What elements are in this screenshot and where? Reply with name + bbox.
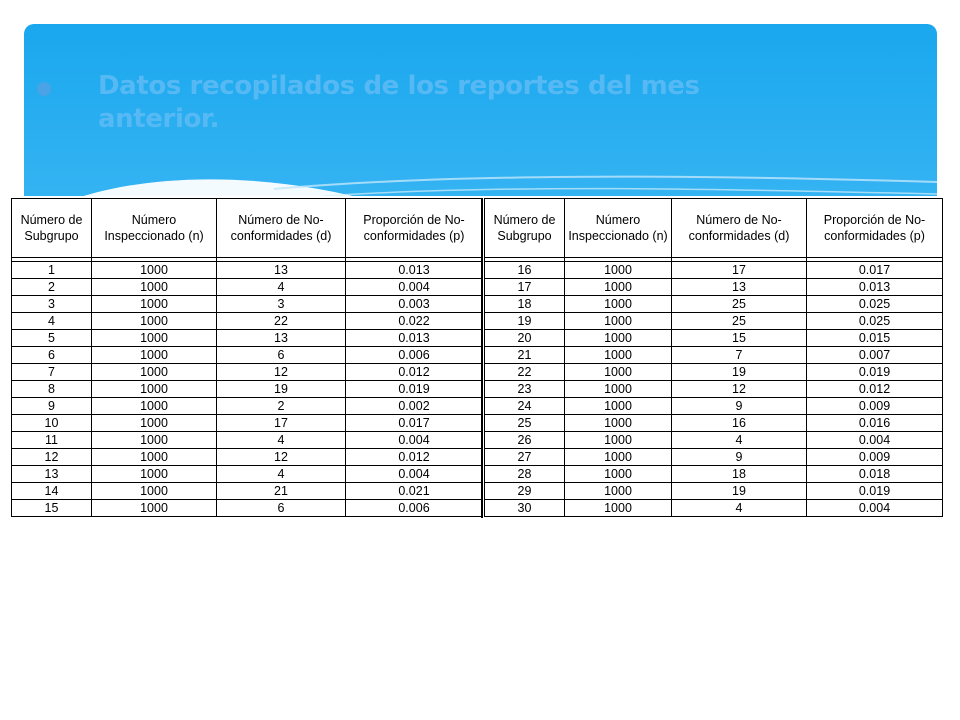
cell-no-conformidades: 19: [672, 364, 807, 381]
cell-subgrupo: 14: [12, 483, 92, 500]
cell-no-conformidades: 4: [217, 279, 346, 296]
cell-subgrupo: 23: [485, 381, 565, 398]
cell-inspeccionado: 1000: [92, 415, 217, 432]
cell-proporcion: 0.021: [346, 483, 483, 500]
cell-subgrupo: 9: [12, 398, 92, 415]
cell-no-conformidades: 17: [217, 415, 346, 432]
header-proporcion: Proporción de No-conformidades (p): [346, 199, 483, 258]
cell-no-conformidades: 6: [217, 347, 346, 364]
cell-proporcion: 0.012: [807, 381, 943, 398]
cell-proporcion: 0.018: [807, 466, 943, 483]
table-row: [12, 330, 483, 347]
cell-subgrupo: 5: [12, 330, 92, 347]
cell-proporcion: 0.006: [346, 347, 483, 364]
table-row: [485, 279, 943, 296]
cell-proporcion: 0.019: [807, 483, 943, 500]
cell-proporcion: 0.004: [346, 279, 483, 296]
cell-inspeccionado: 1000: [565, 330, 672, 347]
table-row: [485, 262, 943, 279]
cell-no-conformidades: 9: [672, 449, 807, 466]
cell-no-conformidades: 17: [672, 262, 807, 279]
cell-no-conformidades: 13: [217, 330, 346, 347]
table-row: [12, 279, 483, 296]
table-row: [485, 466, 943, 483]
cell-subgrupo: 16: [485, 262, 565, 279]
cell-proporcion: 0.017: [346, 415, 483, 432]
table-row: [12, 415, 483, 432]
cell-subgrupo: 24: [485, 398, 565, 415]
cell-no-conformidades: 12: [217, 364, 346, 381]
cell-subgrupo: 7: [12, 364, 92, 381]
table-row: [485, 347, 943, 364]
cell-inspeccionado: 1000: [92, 381, 217, 398]
table-row: [12, 381, 483, 398]
header-subgrupo: Número de Subgrupo: [12, 199, 92, 258]
cell-subgrupo: 6: [12, 347, 92, 364]
cell-inspeccionado: 1000: [565, 449, 672, 466]
cell-no-conformidades: 7: [672, 347, 807, 364]
cell-proporcion: 0.013: [807, 279, 943, 296]
cell-subgrupo: 1: [12, 262, 92, 279]
cell-no-conformidades: 18: [672, 466, 807, 483]
cell-subgrupo: 26: [485, 432, 565, 449]
cell-no-conformidades: 21: [217, 483, 346, 500]
cell-proporcion: 0.025: [807, 296, 943, 313]
cell-subgrupo: 27: [485, 449, 565, 466]
cell-inspeccionado: 1000: [92, 279, 217, 296]
cell-inspeccionado: 1000: [92, 296, 217, 313]
cell-no-conformidades: 4: [217, 466, 346, 483]
cell-subgrupo: 20: [485, 330, 565, 347]
cell-inspeccionado: 1000: [92, 262, 217, 279]
cell-subgrupo: 13: [12, 466, 92, 483]
table-row: [12, 500, 483, 517]
cell-inspeccionado: 1000: [565, 500, 672, 517]
cell-subgrupo: 2: [12, 279, 92, 296]
table-row: [485, 296, 943, 313]
cell-proporcion: 0.004: [807, 432, 943, 449]
cell-proporcion: 0.019: [807, 364, 943, 381]
table-row: [12, 466, 483, 483]
cell-no-conformidades: 9: [672, 398, 807, 415]
cell-subgrupo: 15: [12, 500, 92, 517]
cell-inspeccionado: 1000: [565, 415, 672, 432]
table-row: [12, 262, 483, 279]
cell-proporcion: 0.013: [346, 262, 483, 279]
header-proporcion: Proporción de No-conformidades (p): [807, 199, 943, 258]
table-row: [12, 432, 483, 449]
cell-no-conformidades: 15: [672, 330, 807, 347]
cell-proporcion: 0.004: [346, 466, 483, 483]
table-row: [12, 347, 483, 364]
header-no-conformidades: Número de No-conformidades (d): [672, 199, 807, 258]
table-row: [12, 449, 483, 466]
cell-no-conformidades: 19: [672, 483, 807, 500]
table-row: [485, 364, 943, 381]
cell-no-conformidades: 16: [672, 415, 807, 432]
cell-subgrupo: 22: [485, 364, 565, 381]
table-row: [485, 432, 943, 449]
cell-proporcion: 0.004: [346, 432, 483, 449]
cell-subgrupo: 28: [485, 466, 565, 483]
cell-inspeccionado: 1000: [92, 466, 217, 483]
cell-proporcion: 0.006: [346, 500, 483, 517]
cell-inspeccionado: 1000: [92, 432, 217, 449]
cell-inspeccionado: 1000: [92, 313, 217, 330]
table-row: [12, 483, 483, 500]
cell-proporcion: 0.009: [807, 398, 943, 415]
cell-inspeccionado: 1000: [92, 330, 217, 347]
cell-proporcion: 0.007: [807, 347, 943, 364]
cell-no-conformidades: 4: [217, 432, 346, 449]
cell-inspeccionado: 1000: [92, 483, 217, 500]
cell-no-conformidades: 22: [217, 313, 346, 330]
cell-subgrupo: 10: [12, 415, 92, 432]
table-row: [12, 364, 483, 381]
cell-inspeccionado: 1000: [92, 500, 217, 517]
cell-no-conformidades: 25: [672, 313, 807, 330]
cell-inspeccionado: 1000: [565, 313, 672, 330]
cell-subgrupo: 17: [485, 279, 565, 296]
cell-proporcion: 0.004: [807, 500, 943, 517]
cell-no-conformidades: 4: [672, 500, 807, 517]
cell-inspeccionado: 1000: [565, 483, 672, 500]
table-row: [485, 381, 943, 398]
cell-no-conformidades: 2: [217, 398, 346, 415]
cell-inspeccionado: 1000: [565, 347, 672, 364]
cell-inspeccionado: 1000: [92, 398, 217, 415]
cell-inspeccionado: 1000: [92, 449, 217, 466]
table-body-right: [485, 258, 943, 517]
cell-subgrupo: 19: [485, 313, 565, 330]
table-row: [485, 330, 943, 347]
cell-inspeccionado: 1000: [565, 279, 672, 296]
cell-proporcion: 0.012: [346, 364, 483, 381]
table-row: [485, 449, 943, 466]
cell-inspeccionado: 1000: [565, 466, 672, 483]
table-body-left: [12, 258, 483, 517]
cell-proporcion: 0.017: [807, 262, 943, 279]
cell-proporcion: 0.022: [346, 313, 483, 330]
cell-no-conformidades: 12: [217, 449, 346, 466]
data-table-left: [11, 198, 483, 517]
cell-no-conformidades: 4: [672, 432, 807, 449]
cell-proporcion: 0.016: [807, 415, 943, 432]
cell-proporcion: 0.002: [346, 398, 483, 415]
cell-proporcion: 0.012: [346, 449, 483, 466]
cell-proporcion: 0.019: [346, 381, 483, 398]
cell-proporcion: 0.003: [346, 296, 483, 313]
table-row: [485, 313, 943, 330]
table-row: [12, 398, 483, 415]
cell-subgrupo: 4: [12, 313, 92, 330]
cell-proporcion: 0.015: [807, 330, 943, 347]
table-row: [12, 313, 483, 330]
cell-inspeccionado: 1000: [565, 262, 672, 279]
cell-no-conformidades: 3: [217, 296, 346, 313]
cell-inspeccionado: 1000: [565, 364, 672, 381]
data-table-container: [9, 196, 947, 518]
cell-proporcion: 0.013: [346, 330, 483, 347]
bullet-icon: [37, 82, 51, 96]
table-row: [485, 500, 943, 517]
cell-subgrupo: 11: [12, 432, 92, 449]
cell-subgrupo: 21: [485, 347, 565, 364]
table-row: [485, 483, 943, 500]
slide-heading: Datos recopilados de los reportes del mes anterior.: [98, 71, 700, 134]
table-divider: [481, 198, 483, 518]
table-row: [12, 296, 483, 313]
cell-no-conformidades: 12: [672, 381, 807, 398]
cell-proporcion: 0.009: [807, 449, 943, 466]
cell-subgrupo: 29: [485, 483, 565, 500]
cell-inspeccionado: 1000: [92, 347, 217, 364]
cell-no-conformidades: 13: [217, 262, 346, 279]
header-subgrupo: Número de Subgrupo: [485, 199, 565, 258]
cell-subgrupo: 8: [12, 381, 92, 398]
cell-no-conformidades: 13: [672, 279, 807, 296]
table-row: [485, 398, 943, 415]
cell-inspeccionado: 1000: [565, 432, 672, 449]
cell-subgrupo: 25: [485, 415, 565, 432]
cell-proporcion: 0.025: [807, 313, 943, 330]
data-table-right: [484, 198, 943, 517]
header-inspeccionado: Número Inspeccionado (n): [565, 199, 672, 258]
cell-subgrupo: 18: [485, 296, 565, 313]
cell-subgrupo: 12: [12, 449, 92, 466]
cell-no-conformidades: 25: [672, 296, 807, 313]
table-row: [485, 415, 943, 432]
header-no-conformidades: Número de No-conformidades (d): [217, 199, 346, 258]
cell-inspeccionado: 1000: [565, 398, 672, 415]
header-inspeccionado: Número Inspeccionado (n): [92, 199, 217, 258]
cell-no-conformidades: 19: [217, 381, 346, 398]
cell-inspeccionado: 1000: [565, 296, 672, 313]
cell-subgrupo: 3: [12, 296, 92, 313]
cell-inspeccionado: 1000: [565, 381, 672, 398]
cell-inspeccionado: 1000: [92, 364, 217, 381]
cell-no-conformidades: 6: [217, 500, 346, 517]
cell-subgrupo: 30: [485, 500, 565, 517]
